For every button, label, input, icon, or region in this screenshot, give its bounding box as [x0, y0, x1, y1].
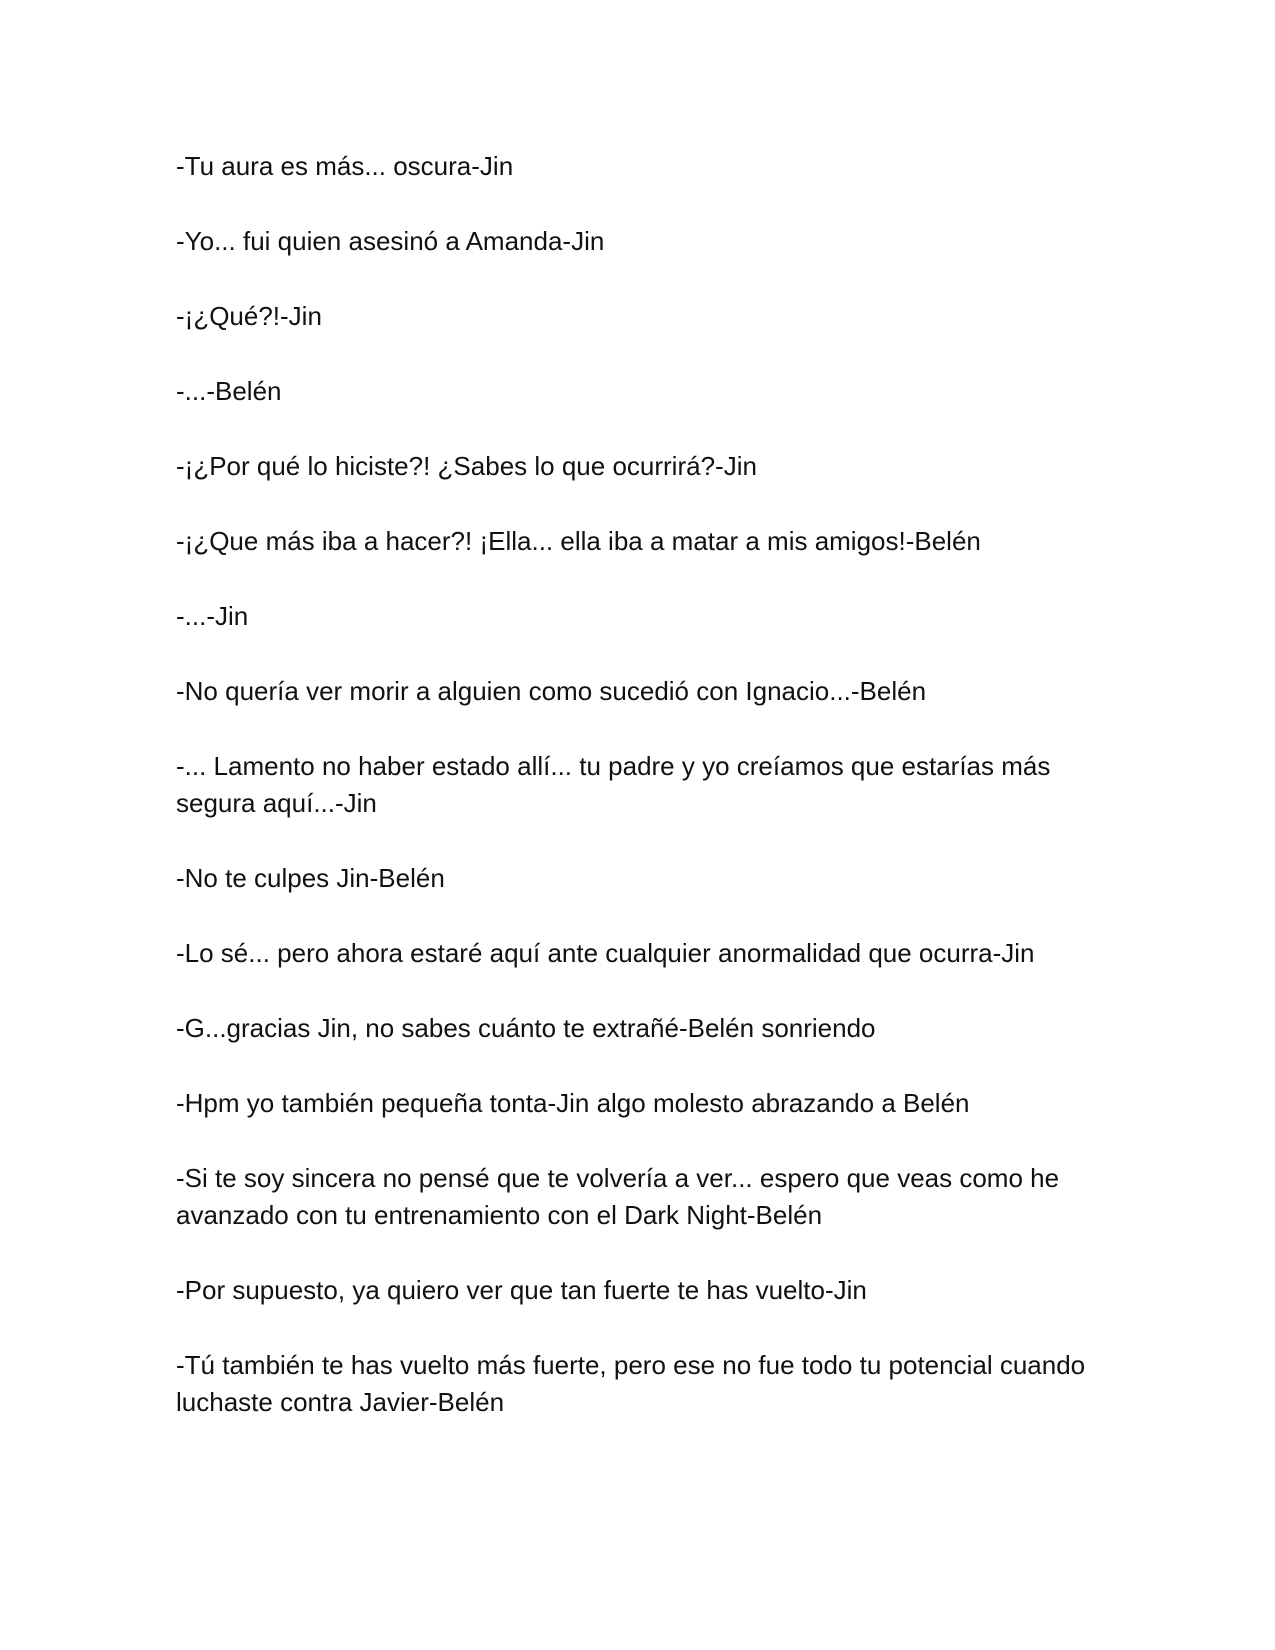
- paragraph-15: -Por supuesto, ya quiero ver que tan fuerte te has vuelto-Jin: [176, 1275, 867, 1305]
- paragraph-13: -Hpm yo también pequeña tonta-Jin algo molesto abrazando a Belén: [176, 1088, 970, 1118]
- paragraph-2: -Yo... fui quien asesinó a Amanda-Jin: [176, 226, 605, 256]
- document-body: [176, 148, 1106, 1459]
- paragraph-8: -No quería ver morir a alguien como sucedió con Ignacio...-Belén: [176, 676, 927, 706]
- paragraph-11: -Lo sé... pero ahora estaré aquí ante cualquier anormalidad que ocurra-Jin: [176, 938, 1035, 968]
- paragraph-16: -Tú también te has vuelto más fuerte, pero ese no fue todo tu potencial cuando luchaste contra Javier-Belén: [176, 1350, 1086, 1417]
- paragraph-7: -...-Jin: [176, 601, 249, 631]
- paragraph-1: -Tu aura es más... oscura-Jin: [176, 151, 514, 181]
- paragraph-3: -¡¿Qué?!-Jin: [176, 301, 322, 331]
- paragraph-9: -... Lamento no haber estado allí... tu padre y yo creíamos que estarías más segura aquí...-Jin: [176, 751, 1051, 818]
- paragraph-12: -G...gracias Jin, no sabes cuánto te extrañé-Belén sonriendo: [176, 1013, 876, 1043]
- paragraph-5: -¡¿Por qué lo hiciste?! ¿Sabes lo que ocurrirá?-Jin: [176, 451, 757, 481]
- paragraph-10: -No te culpes Jin-Belén: [176, 863, 445, 893]
- paragraph-14: -Si te soy sincera no pensé que te volvería a ver... espero que veas como he avanzado con tu entrenamiento con el Dark Night-Belén: [176, 1163, 1060, 1230]
- paragraph-4: -...-Belén: [176, 376, 282, 406]
- paragraph-6: -¡¿Que más iba a hacer?! ¡Ella... ella iba a matar a mis amigos!-Belén: [176, 526, 981, 556]
